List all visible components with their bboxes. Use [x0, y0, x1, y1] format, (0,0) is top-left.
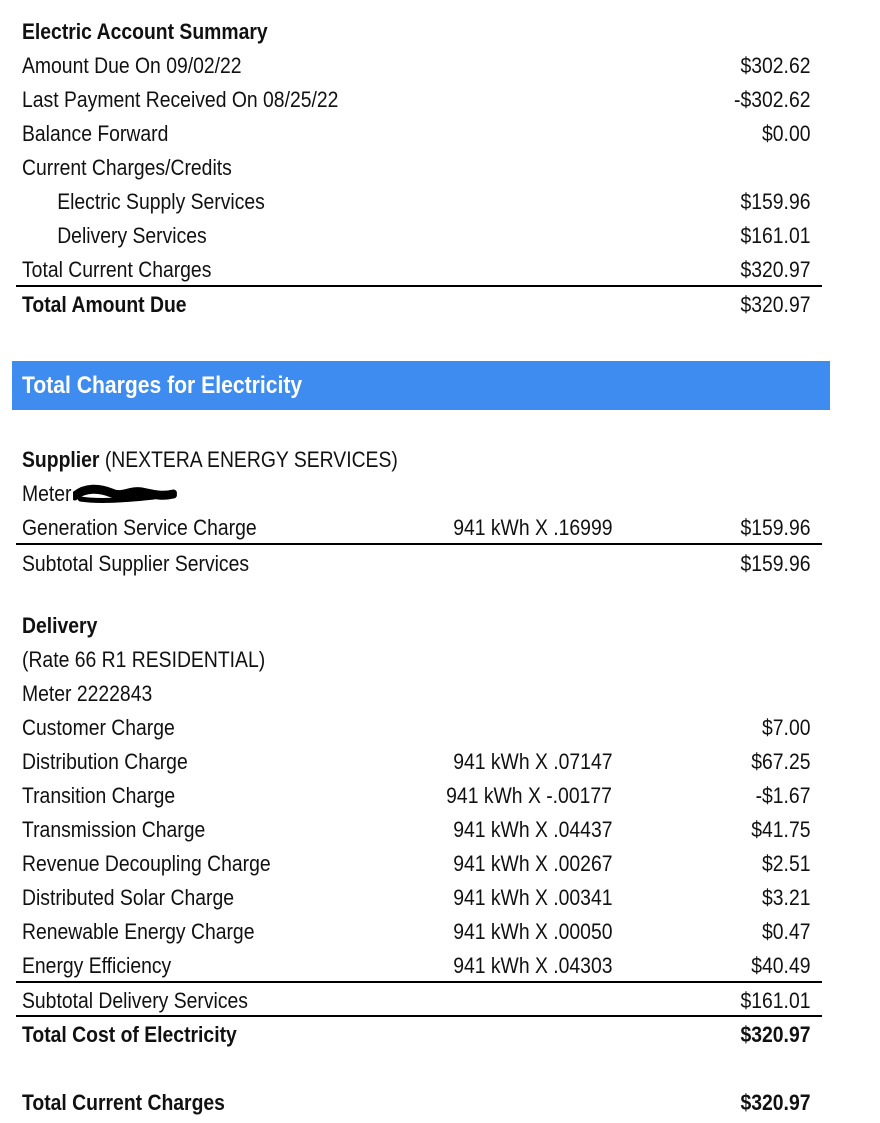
summary-divider — [16, 285, 822, 287]
delivery-charge-row — [22, 781, 811, 811]
summary-label: Last Payment Received On 08/25/22 — [22, 87, 339, 112]
charge-label: Distributed Solar Charge — [22, 885, 234, 910]
subtotal-label: Subtotal Supplier Services — [22, 551, 250, 576]
charge-calc: 941 kWh X .00341 — [453, 885, 613, 910]
charge-label: Revenue Decoupling Charge — [22, 851, 271, 876]
delivery-subtotal-row — [22, 986, 811, 1016]
summary-amount: $302.62 — [740, 53, 811, 78]
summary-row-current-charges-credits — [22, 153, 715, 183]
delivery-charge-row — [22, 849, 811, 879]
delivery-charge-row — [22, 747, 811, 777]
charge-label: Generation Service Charge — [22, 515, 257, 540]
charge-label: Customer Charge — [22, 715, 175, 740]
summary-label: Balance Forward — [22, 121, 169, 146]
delivery-heading: Delivery — [22, 613, 98, 638]
summary-label: Delivery Services — [57, 223, 207, 248]
subtotal-amount: $161.01 — [740, 988, 811, 1013]
summary-row-balance-forward — [22, 119, 811, 149]
total-cost-label: Total Cost of Electricity — [22, 1022, 237, 1047]
summary-row-total-current-charges — [22, 255, 811, 285]
charge-calc: 941 kWh X .04303 — [453, 953, 613, 978]
generation-service-charge-row — [22, 513, 811, 543]
summary-row-delivery-services — [22, 221, 811, 251]
charge-label: Distribution Charge — [22, 749, 188, 774]
summary-label: Total Current Charges — [22, 257, 212, 282]
total-cost-amount: $320.97 — [740, 1022, 811, 1047]
charge-amount: $2.51 — [762, 851, 811, 876]
delivery-divider — [16, 981, 822, 983]
charge-calc: 941 kWh X .16999 — [453, 515, 613, 540]
charge-calc: 941 kWh X .07147 — [453, 749, 613, 774]
summary-amount: -$302.62 — [734, 87, 811, 112]
subtotal-amount: $159.96 — [740, 551, 811, 576]
summary-amount: $161.01 — [740, 223, 811, 248]
charge-calc: 941 kWh X .00267 — [453, 851, 613, 876]
charge-label: Transmission Charge — [22, 817, 206, 842]
charge-amount: $7.00 — [762, 715, 811, 740]
total-cost-divider — [16, 1015, 822, 1017]
delivery-charge-row — [22, 713, 811, 743]
delivery-charge-row — [22, 917, 811, 947]
charge-amount: $0.47 — [762, 919, 811, 944]
charge-amount: $40.49 — [751, 953, 811, 978]
charge-calc: 941 kWh X .00050 — [453, 919, 613, 944]
delivery-rate: (Rate 66 R1 RESIDENTIAL) — [22, 647, 266, 672]
charge-label: Energy Efficiency — [22, 953, 172, 978]
summary-amount: $0.00 — [762, 121, 811, 146]
footer-total-label: Total Current Charges — [22, 1090, 225, 1115]
subtotal-label: Subtotal Delivery Services — [22, 988, 248, 1013]
summary-label: Current Charges/Credits — [22, 155, 232, 180]
footer-total-current-charges — [22, 1088, 811, 1118]
supplier-meter-label: Meter — [22, 481, 72, 506]
total-amount-due-value: $320.97 — [740, 292, 811, 317]
supplier-meter — [22, 479, 715, 509]
delivery-charge-row — [22, 883, 811, 913]
charge-amount: $67.25 — [751, 749, 811, 774]
summary-total-amount-due — [22, 290, 811, 320]
total-amount-due-label: Total Amount Due — [22, 292, 187, 317]
summary-amount: $159.96 — [740, 189, 811, 214]
delivery-charge-row — [22, 951, 811, 981]
charge-amount: $159.96 — [740, 515, 811, 540]
account-summary-title: Electric Account Summary — [22, 19, 268, 44]
charge-calc: 941 kWh X -.00177 — [446, 783, 612, 808]
delivery-meter: Meter 2222843 — [22, 681, 153, 706]
total-cost-row — [22, 1020, 811, 1050]
delivery-charge-row — [22, 815, 811, 845]
summary-amount: $320.97 — [740, 257, 811, 282]
charge-label: Renewable Energy Charge — [22, 919, 255, 944]
summary-row-amount-due — [22, 51, 811, 81]
summary-row-electric-supply — [22, 187, 811, 217]
supplier-subtotal-row — [22, 549, 811, 579]
supplier-label: Supplier — [22, 447, 100, 472]
banner-title: Total Charges for Electricity — [22, 372, 303, 399]
redaction-scribble — [73, 484, 177, 506]
supplier-name: (NEXTERA ENERGY SERVICES) — [99, 447, 398, 472]
supplier-heading — [22, 445, 715, 475]
charge-amount: $3.21 — [762, 885, 811, 910]
summary-label: Amount Due On 09/02/22 — [22, 53, 242, 78]
charge-amount: $41.75 — [751, 817, 811, 842]
summary-row-last-payment — [22, 85, 811, 115]
summary-label: Electric Supply Services — [57, 189, 265, 214]
section-banner — [12, 361, 830, 410]
charge-amount: -$1.67 — [755, 783, 811, 808]
footer-total-amount: $320.97 — [740, 1090, 811, 1115]
charge-calc: 941 kWh X .04437 — [453, 817, 613, 842]
supplier-divider — [16, 543, 822, 545]
charge-label: Transition Charge — [22, 783, 176, 808]
